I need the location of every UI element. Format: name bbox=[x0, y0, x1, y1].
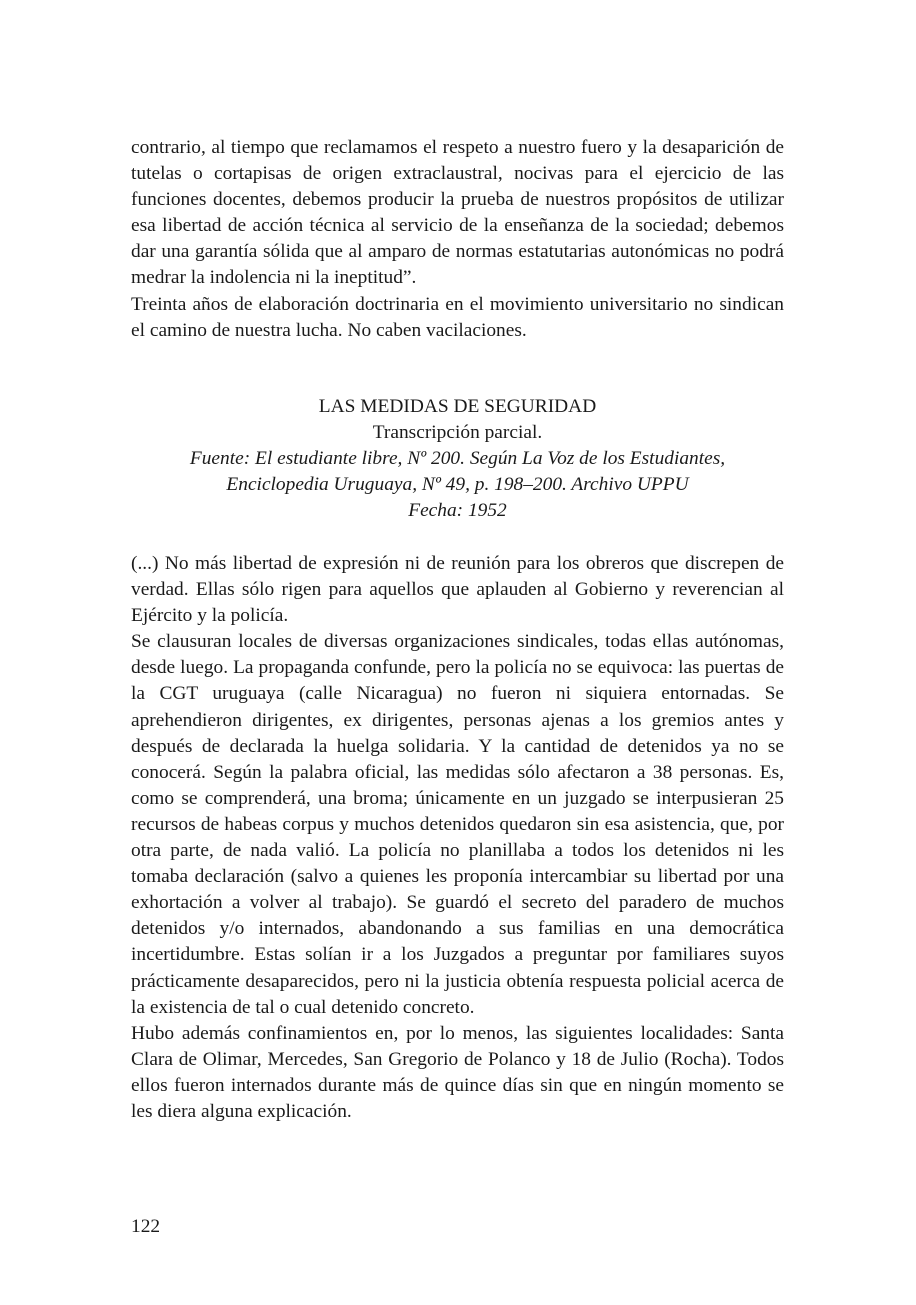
intro-text-block bbox=[131, 135, 784, 344]
section-date: Fecha: 1952 bbox=[408, 500, 507, 522]
paragraph: Hubo además confinamientos en, por lo menos, las siguientes localidades: Santa Clara de Olimar, Mercedes, San Gregorio de Polanco y 18 de Julio (Rocha). Todos ellos fueron internados durante más de quince días sin que en ningún momento se les diera alguna explicación. bbox=[131, 1022, 784, 1122]
section-title: LAS MEDIDAS DE SEGURIDAD bbox=[318, 396, 597, 417]
section-subtitle: Transcripción parcial. bbox=[372, 422, 543, 444]
paragraph: (...) No más libertad de expresión ni de reunión para los obreros que discrepen de verdad. Ellas sólo rigen para aquellos que aplauden al Gobierno y reverencian al Ejército y la policía. bbox=[131, 553, 784, 627]
paragraph: Treinta años de elaboración doctrinaria en el movimiento universitario no sindican el camino de nuestra lucha. No caben vacilaciones. bbox=[131, 293, 784, 341]
source-line-2: Enciclopedia Uruguaya, Nº 49, p. 198–200. Archivo UPPU bbox=[226, 474, 689, 496]
body-text-block bbox=[131, 551, 784, 1125]
page-number: 122 bbox=[131, 1216, 161, 1237]
section-heading bbox=[131, 394, 784, 524]
source-line-1: Fuente: El estudiante libre, Nº 200. Según La Voz de los Estudiantes, bbox=[189, 448, 726, 470]
paragraph: Se clausuran locales de diversas organizaciones sindicales, todas ellas autónomas, desde luego. La propaganda confunde, pero la policía no se equivoca: las puertas de la CGT uruguaya (calle Nicaragua) no fueron ni siquiera entornadas. Se aprehendieron dirigentes, ex dirigentes, personas ajenas a los gremios antes y después de declarada la huelga solidaria. Y la cantidad de detenidos ya no se conocerá. Según la palabra oficial, las medidas sólo afectaron a 38 personas. Es, como se comprenderá, una broma; únicamente en un juzgado se interpusieran 25 recursos de habeas corpus y muchos detenidos quedaron sin esa asistencia, que, por otra parte, de nada valió. La policía no planillaba a todos los detenidos ni les tomaba declaración (salvo a quienes les proponía intercambiar su libertad por una exhortación a volver al trabajo). Se guardó el secreto del paradero de muchos detenidos y/o internados, abandonando a sus familias en una democrática incertidumbre. Estas solían ir a los Juzgados a preguntar por familiares suyos prácticamente desaparecidos, pero ni la justicia obtenía respuesta policial acerca de la existencia de tal o cual detenido concreto. bbox=[131, 631, 784, 1018]
paragraph: contrario, al tiempo que reclamamos el respeto a nuestro fuero y la desaparición de tutelas o cortapisas de origen extraclaustral, nocivas para el ejercicio de las funciones docentes, debemos producir la prueba de nuestros propósitos de utilizar esa libertad de acción técnica al servicio de la enseñanza de la sociedad; debemos dar una garantía sólida que al amparo de normas estatutarias autonómicas no podrá medrar la indolencia ni la ineptitud”. bbox=[131, 137, 784, 289]
